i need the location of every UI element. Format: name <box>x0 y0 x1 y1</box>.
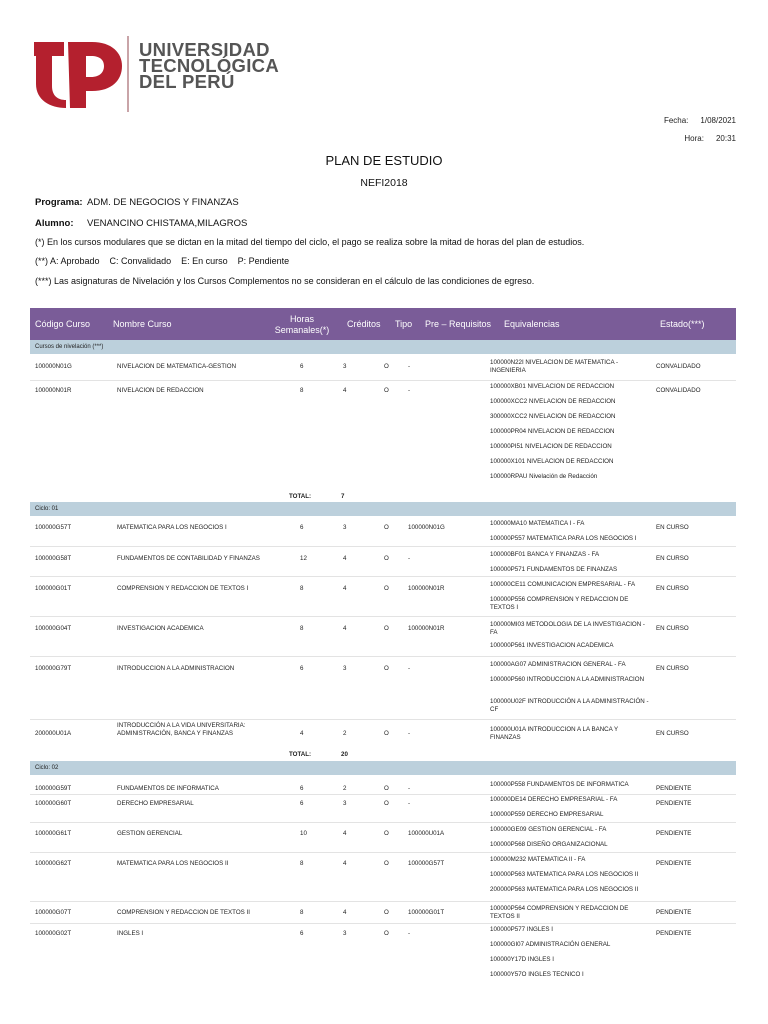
course-equivalence: 100000N22I NIVELACION DE MATEMATICA - INGENIERIA <box>490 359 619 374</box>
course-hours: 6 <box>300 930 304 937</box>
course-code: 100000N01R <box>35 387 72 394</box>
course-prereq: 100000G57T <box>408 860 445 867</box>
course-type: O <box>384 830 389 837</box>
course-prereq: - <box>408 555 411 562</box>
course-code: 100000G79T <box>35 665 72 672</box>
section-header <box>30 761 736 775</box>
course-credits: 3 <box>343 800 347 807</box>
course-type: O <box>384 930 389 937</box>
course-name: NIVELACION DE MATEMATICA-GESTION <box>117 363 237 370</box>
course-type: O <box>384 585 389 592</box>
course-code: 100000G01T <box>35 585 72 592</box>
course-prereq: 100000G01T <box>408 909 445 916</box>
section-title: Ciclo: 02 <box>35 765 59 771</box>
row-divider <box>30 822 736 823</box>
course-credits: 3 <box>343 363 347 370</box>
course-status: CONVALIDADO <box>656 363 701 370</box>
course-equivalence: 100000CE11 COMUNICACION EMPRESARIAL - FA <box>490 581 636 588</box>
course-equivalence: 100000BF01 BANCA Y FINANZAS - FA <box>490 551 600 558</box>
course-equivalence: 100000P577 INGLES I <box>490 926 553 933</box>
course-hours: 8 <box>300 860 304 867</box>
course-equivalence: 200000P563 MATEMATICA PARA LOS NEGOCIOS II <box>490 886 639 893</box>
course-status: EN CURSO <box>656 665 689 672</box>
course-hours: 4 <box>300 730 304 737</box>
course-name: NIVELACION DE REDACCION <box>117 387 204 394</box>
course-code: 100000G57T <box>35 524 72 531</box>
course-equivalence: 100000AG07 ADMINISTRACION GENERAL - FA <box>490 661 626 668</box>
total-credits-value: 20 <box>341 751 348 758</box>
row-divider <box>30 656 736 657</box>
course-status: EN CURSO <box>656 524 689 531</box>
logo-line-3: DEL PERÚ <box>139 71 235 92</box>
course-hours: 10 <box>300 830 307 837</box>
col-creditos-header: Créditos <box>347 319 381 329</box>
course-prereq: - <box>408 387 411 394</box>
course-code: 100000G02T <box>35 930 72 937</box>
course-credits: 2 <box>343 730 347 737</box>
course-prereq: 100000N01G <box>408 524 445 531</box>
course-type: O <box>384 785 389 792</box>
row-divider <box>30 794 736 795</box>
course-type: O <box>384 909 389 916</box>
course-equivalence: 100000P571 FUNDAMENTOS DE FINANZAS <box>490 566 618 573</box>
fecha-value: 1/08/2021 <box>700 116 736 125</box>
course-code: 100000G61T <box>35 830 72 837</box>
note-modular: (*) En los cursos modulares que se dictan en la mitad del tiempo del ciclo, el pago se realiza sobre la mitad de horas del plan de estudios. <box>35 237 585 247</box>
table-header <box>30 308 736 341</box>
page-title: PLAN DE ESTUDIO <box>325 153 443 168</box>
course-equivalence: 100000DE14 DERECHO EMPRESARIAL - FA <box>490 796 618 803</box>
course-type: O <box>384 524 389 531</box>
course-equivalence: 100000MI03 METODOLOGIA DE LA INVESTIGACION - FA <box>490 621 645 636</box>
utp-logo-icon <box>28 34 128 114</box>
course-name: INTRODUCCIÓN A LA VIDA UNIVERSITARIA: ADMINISTRACIÓN, BANCA Y FINANZAS <box>117 722 246 737</box>
course-code: 100000G04T <box>35 625 72 632</box>
logo-divider <box>127 36 129 112</box>
total-label: TOTAL: <box>289 493 312 500</box>
course-prereq: 100000N01R <box>408 585 445 592</box>
course-name: INVESTIGACION ACADEMICA <box>117 625 204 632</box>
course-equivalence: 100000P563 MATEMATICA PARA LOS NEGOCIOS II <box>490 871 639 878</box>
course-name: FUNDAMENTOS DE INFORMATICA <box>117 785 219 792</box>
course-credits: 4 <box>343 625 347 632</box>
course-name: DERECHO EMPRESARIAL <box>117 800 194 807</box>
course-name: MATEMATICA PARA LOS NEGOCIOS I <box>117 524 227 531</box>
col-prereq-header: Pre – Requisitos <box>425 319 492 329</box>
course-equivalence: 100000MA10 MATEMATICA I - FA <box>490 520 585 527</box>
course-code: 100000G60T <box>35 800 72 807</box>
fecha-label: Fecha: <box>663 116 689 125</box>
course-name: MATEMATICA PARA LOS NEGOCIOS II <box>117 860 229 867</box>
course-name: INTRODUCCION A LA ADMINISTRACION <box>117 665 235 672</box>
course-prereq: - <box>408 785 411 792</box>
course-equivalence: 100000U02F INTRODUCCIÓN A LA ADMINISTRACIÓN - CF <box>490 698 649 713</box>
alumno-line <box>35 218 247 229</box>
section-header <box>30 502 736 516</box>
course-credits: 4 <box>343 909 347 916</box>
course-hours: 8 <box>300 387 304 394</box>
course-name: COMPRENSION Y REDACCION DE TEXTOS II <box>117 909 250 916</box>
course-equivalence: 100000PR04 NIVELACION DE REDACCION <box>490 428 615 435</box>
plan-code: NEFI2018 <box>360 177 408 189</box>
course-status: EN CURSO <box>656 625 689 632</box>
course-type: O <box>384 730 389 737</box>
alumno-value: VENANCINO CHISTAMA,MILAGROS <box>87 218 248 229</box>
course-code: 100000N01G <box>35 363 72 370</box>
course-type: O <box>384 625 389 632</box>
course-credits: 4 <box>343 555 347 562</box>
course-type: O <box>384 860 389 867</box>
course-equivalence: 100000M232 MATEMATICA II - FA <box>490 856 586 863</box>
course-equivalence: 100000P557 MATEMATICA PARA LOS NEGOCIOS I <box>490 535 637 542</box>
course-equivalence: 100000Y17D INGLES I <box>490 956 554 963</box>
course-prereq: - <box>408 800 411 807</box>
hora-line <box>684 134 736 143</box>
logo-line-1: UNIVERSIDAD <box>139 39 270 60</box>
total-credits-value: 7 <box>341 493 345 500</box>
course-status: PENDIENTE <box>656 800 692 807</box>
note-nivelacion: (***) Las asignaturas de Nivelación y los Cursos Complementos no se consideran en el cálculo de las condiciones de egreso. <box>35 276 535 286</box>
course-status: EN CURSO <box>656 730 689 737</box>
course-prereq: - <box>408 730 411 737</box>
course-prereq: - <box>408 363 411 370</box>
col-equiv-header: Equivalencias <box>504 319 560 329</box>
col-codigo-header: Código Curso <box>35 319 91 329</box>
programa-line <box>35 197 239 208</box>
course-equivalence: 100000GE09 GESTION GERENCIAL - FA <box>490 826 607 833</box>
col-nombre-header: Nombre Curso <box>113 319 172 329</box>
total-label: TOTAL: <box>289 751 312 758</box>
course-equivalence: 100000RPAU Nivelación de Redacción <box>490 473 598 480</box>
programa-value: ADM. DE NEGOCIOS Y FINANZAS <box>87 197 239 208</box>
course-code: 100000G07T <box>35 909 72 916</box>
col-horas-header: Horas Semanales(*) <box>274 313 330 335</box>
course-status: CONVALIDADO <box>656 387 701 394</box>
row-divider <box>30 901 736 902</box>
course-credits: 2 <box>343 785 347 792</box>
course-equivalence: 100000P559 DERECHO EMPRESARIAL <box>490 811 604 818</box>
course-hours: 6 <box>300 785 304 792</box>
course-credits: 3 <box>343 930 347 937</box>
course-name: INGLES I <box>117 930 144 937</box>
course-credits: 3 <box>343 665 347 672</box>
course-equivalence: 100000XB01 NIVELACION DE REDACCION <box>490 383 615 390</box>
course-equivalence: 100000P561 INVESTIGACION ACADEMICA <box>490 642 614 649</box>
course-name: FUNDAMENTOS DE CONTABILIDAD Y FINANZAS <box>117 555 260 562</box>
section-header <box>30 340 736 354</box>
course-hours: 12 <box>300 555 307 562</box>
course-status: EN CURSO <box>656 555 689 562</box>
course-equivalence: 100000XCC2 NIVELACION DE REDACCION <box>490 398 616 405</box>
course-status: PENDIENTE <box>656 785 692 792</box>
course-equivalence: 100000P558 FUNDAMENTOS DE INFORMATICA <box>490 781 629 788</box>
course-equivalence: 100000P568 DISEÑO ORGANIZACIONAL <box>490 841 608 848</box>
course-prereq: - <box>408 665 411 672</box>
course-hours: 8 <box>300 909 304 916</box>
course-equivalence: 100000GI07 ADMINISTRACIÓN GENERAL <box>490 941 611 948</box>
course-name: GESTION GERENCIAL <box>117 830 183 837</box>
row-divider <box>30 546 736 547</box>
course-type: O <box>384 800 389 807</box>
course-equivalence: 100000P556 COMPRENSION Y REDACCION DE TEXTOS I <box>490 596 629 611</box>
row-divider <box>30 923 736 924</box>
course-hours: 6 <box>300 363 304 370</box>
course-type: O <box>384 363 389 370</box>
course-hours: 6 <box>300 800 304 807</box>
row-divider <box>30 616 736 617</box>
course-code: 100000G59T <box>35 785 72 792</box>
row-divider <box>30 852 736 853</box>
course-hours: 8 <box>300 585 304 592</box>
alumno-label: Alumno: <box>35 218 74 229</box>
course-name: COMPRENSION Y REDACCION DE TEXTOS I <box>117 585 249 592</box>
course-equivalence: 100000X101 NIVELACION DE REDACCION <box>490 458 614 465</box>
course-hours: 8 <box>300 625 304 632</box>
course-equivalence: 100000P560 INTRODUCCION A LA ADMINISTRACION <box>490 676 645 683</box>
fecha-line <box>664 116 736 125</box>
course-hours: 6 <box>300 665 304 672</box>
course-type: O <box>384 387 389 394</box>
course-equivalence: 300000XCC2 NIVELACION DE REDACCION <box>490 413 616 420</box>
logo-line-2: TECNOLÓGICA <box>139 55 279 76</box>
course-code: 100000G62T <box>35 860 72 867</box>
note-status-legend: (**) A: Aprobado C: Convalidado E: En curso P: Pendiente <box>35 256 290 266</box>
course-credits: 4 <box>343 585 347 592</box>
course-equivalence: 100000PI51 NIVELACION DE REDACCION <box>490 443 612 450</box>
course-equivalence: 100000U01A INTRODUCCION A LA BANCA Y FINANZAS <box>490 726 619 741</box>
row-divider <box>30 719 736 720</box>
course-status: PENDIENTE <box>656 909 692 916</box>
course-status: EN CURSO <box>656 585 689 592</box>
course-credits: 3 <box>343 524 347 531</box>
course-status: PENDIENTE <box>656 930 692 937</box>
hora-label: Hora: <box>684 134 704 143</box>
course-code: 100000G58T <box>35 555 72 562</box>
section-title: Ciclo: 01 <box>35 506 59 512</box>
section-title: Cursos de nivelación (***) <box>35 344 104 350</box>
course-code: 200000U01A <box>35 730 72 737</box>
course-equivalence: 100000Y57O INGLES TECNICO I <box>490 971 584 978</box>
hora-value: 20:31 <box>715 134 736 143</box>
course-equivalence: 100000P564 COMPRENSION Y REDACCION DE TEXTOS II <box>490 905 629 920</box>
course-prereq: - <box>408 930 411 937</box>
course-status: PENDIENTE <box>656 860 692 867</box>
university-name <box>139 39 279 92</box>
course-type: O <box>384 555 389 562</box>
course-status: PENDIENTE <box>656 830 692 837</box>
col-estado-header: Estado(***) <box>660 319 705 329</box>
row-divider <box>30 576 736 577</box>
course-credits: 4 <box>343 830 347 837</box>
course-credits: 4 <box>343 387 347 394</box>
programa-label: Programa: <box>35 197 83 208</box>
row-divider <box>30 380 736 381</box>
course-hours: 6 <box>300 524 304 531</box>
course-prereq: 100000N01R <box>408 625 445 632</box>
course-type: O <box>384 665 389 672</box>
course-credits: 4 <box>343 860 347 867</box>
course-prereq: 100000U01A <box>408 830 445 837</box>
document-header <box>0 0 768 120</box>
col-tipo-header: Tipo <box>395 319 413 329</box>
